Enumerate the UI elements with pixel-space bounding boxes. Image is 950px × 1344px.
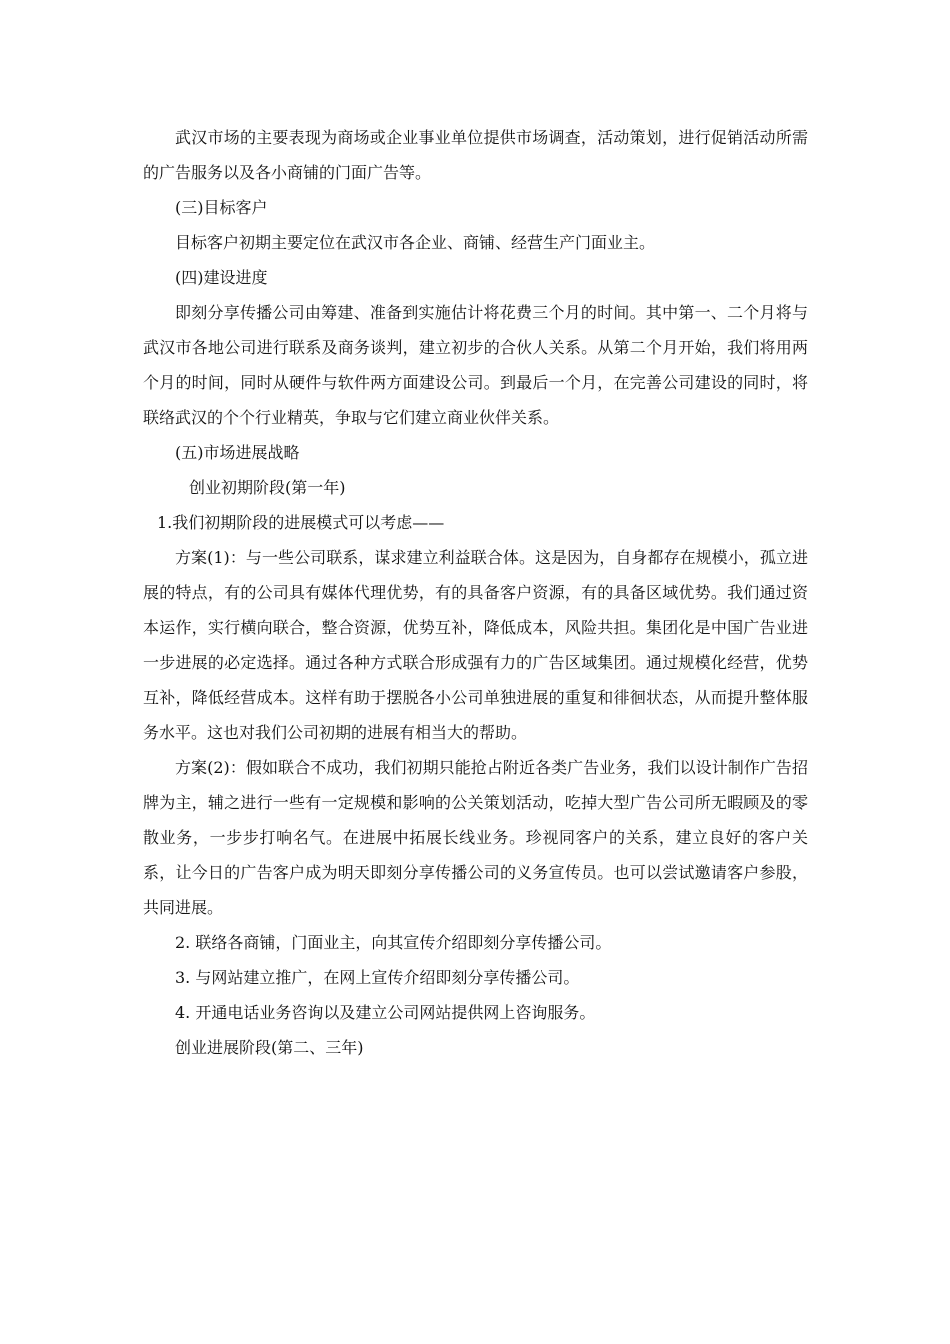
list-item-1: 1.我们初期阶段的进展模式可以考虑—— xyxy=(157,513,445,532)
heading-market-strategy: (五)市场进展战略 xyxy=(175,443,300,462)
heading-initial-stage: 创业初期阶段(第一年) xyxy=(189,478,346,497)
paragraph-construction-progress: 即刻分享传播公司由筹建、准备到实施估计将花费三个月的时间。其中第一、二个月将与武汉市各地公司进行联系及商务谈判，建立初步的合伙人关系。从第二个月开始，我们将用两个月的时间，同时从硬件与软件两方面建设公司。到最后一个月，在完善公司建设的同时，将联络武汉的个个行业精英，争取与它们建立商业伙伴关系。 xyxy=(143,303,808,427)
paragraph-market-overview: 武汉市场的主要表现为商场或企业事业单位提供市场调查，活动策划，进行促销活动所需的广告服务以及各小商铺的门面广告等。 xyxy=(143,128,808,182)
heading-target-customers: (三)目标客户 xyxy=(175,198,268,217)
heading-construction-progress: (四)建设进度 xyxy=(175,268,268,287)
paragraph-target-customers: 目标客户初期主要定位在武汉市各企业、商铺、经营生产门面业主。 xyxy=(175,233,656,252)
heading-growth-stage: 创业进展阶段(第二、三年) xyxy=(175,1038,364,1057)
list-item-2: 2. 联络各商铺，门面业主，向其宣传介绍即刻分享传播公司。 xyxy=(175,933,612,952)
list-item-4: 4. 开通电话业务咨询以及建立公司网站提供网上咨询服务。 xyxy=(175,1003,596,1022)
paragraph-plan-2: 方案(2)：假如联合不成功，我们初期只能抢占附近各类广告业务，我们以设计制作广告招牌为主，辅之进行一些有一定规模和影响的公关策划活动，吃掉大型广告公司所无暇顾及的零散业务，一步步打响名气。在进展中拓展长线业务。珍视同客户的关系，建立良好的客户关系，让今日的广告客户成为明天即刻分享传播公司的义务宣传员。也可以尝试邀请客户参股，共同进展。 xyxy=(143,758,808,917)
document-body xyxy=(143,120,808,1065)
paragraph-plan-1: 方案(1)：与一些公司联系，谋求建立利益联合体。这是因为，自身都存在规模小，孤立进展的特点，有的公司具有媒体代理优势，有的具备客户资源，有的具备区域优势。我们通过资本运作，实行横向联合，整合资源，优势互补，降低成本，风险共担。集团化是中国广告业进一步进展的必定选择。通过各种方式联合形成强有力的广告区域集团。通过规模化经营，优势互补，降低经营成本。这样有助于摆脱各小公司单独进展的重复和徘徊状态，从而提升整体服务水平。这也对我们公司初期的进展有相当大的帮助。 xyxy=(143,548,808,742)
list-item-3: 3. 与网站建立推广，在网上宣传介绍即刻分享传播公司。 xyxy=(175,968,580,987)
